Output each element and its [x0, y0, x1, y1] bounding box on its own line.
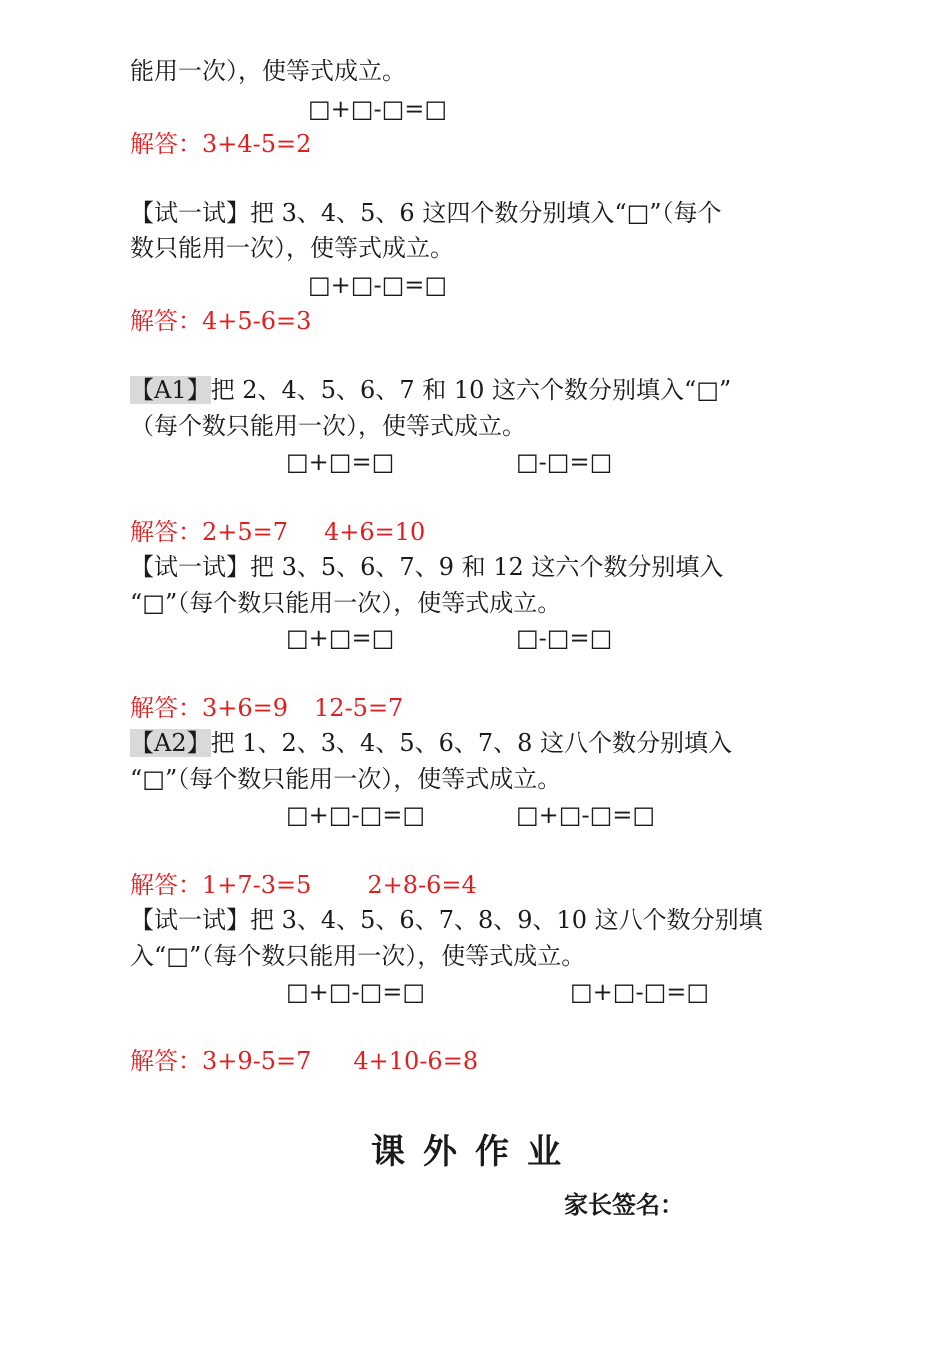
section-heading: 课外作业 [371, 1132, 579, 1172]
problem-tag: 【A1】 [130, 376, 211, 404]
answer-text [130, 517, 425, 547]
answer-label: 解答：2+5=7 [130, 518, 289, 546]
equation-template: □+□=□ [286, 624, 395, 652]
equation-template: □+□=□ [286, 448, 395, 476]
problem-text: 数只能用一次），使等式成立。 [130, 234, 454, 262]
answer-second: 4+10-6=8 [353, 1047, 479, 1075]
problem-text [130, 375, 731, 405]
answer-second: 12-5=7 [314, 694, 404, 722]
equation-template: □+□-□=□ [308, 271, 448, 299]
problem-text: 【试一试】把 3、4、5、6、7、8、9、10 这八个数分别填 [130, 906, 763, 934]
equation-template: □+□-□=□ [286, 801, 426, 829]
problem-text: “□”（每个数只能用一次），使等式成立。 [130, 589, 562, 617]
problem-tag: 【A2】 [130, 729, 211, 757]
answer-label: 解答：1+7-3=5 [130, 871, 312, 899]
answer-text: 解答：3+4-5=2 [130, 130, 312, 158]
answer-label: 解答：3+9-5=7 [130, 1047, 312, 1075]
problem-text: （每个数只能用一次），使等式成立。 [130, 412, 526, 440]
answer-text [130, 870, 477, 900]
problem-text [130, 728, 732, 758]
parent-signature-label: 家长签名： [564, 1191, 684, 1219]
problem-text-rest: 把 1、2、3、4、5、6、7、8 这八个数分别填入 [210, 729, 733, 757]
equation-template: □-□=□ [516, 624, 613, 652]
problem-text: 入“□”（每个数只能用一次），使等式成立。 [130, 942, 586, 970]
problem-text: 【试一试】把 3、4、5、6 这四个数分别填入“□”（每个 [130, 199, 722, 227]
equation-template: □+□-□=□ [286, 978, 426, 1006]
equation-template: □+□-□=□ [516, 801, 656, 829]
answer-text: 解答：4+5-6=3 [130, 307, 312, 335]
problem-text-rest: 把 2、4、5、6、7 和 10 这六个数分别填入“□” [210, 376, 732, 404]
problem-text: 能用一次），使等式成立。 [130, 57, 406, 85]
answer-text [130, 1046, 478, 1076]
problem-text: 【试一试】把 3、5、6、7、9 和 12 这六个数分别填入 [130, 553, 724, 581]
answer-label: 解答：3+6=9 [130, 694, 289, 722]
equation-template: □+□-□=□ [308, 95, 448, 123]
equation-template: □+□-□=□ [570, 978, 710, 1006]
problem-text: “□”（每个数只能用一次），使等式成立。 [130, 765, 562, 793]
answer-second: 2+8-6=4 [367, 871, 477, 899]
answer-second: 4+6=10 [324, 518, 426, 546]
equation-template: □-□=□ [516, 448, 613, 476]
answer-text [130, 693, 403, 723]
